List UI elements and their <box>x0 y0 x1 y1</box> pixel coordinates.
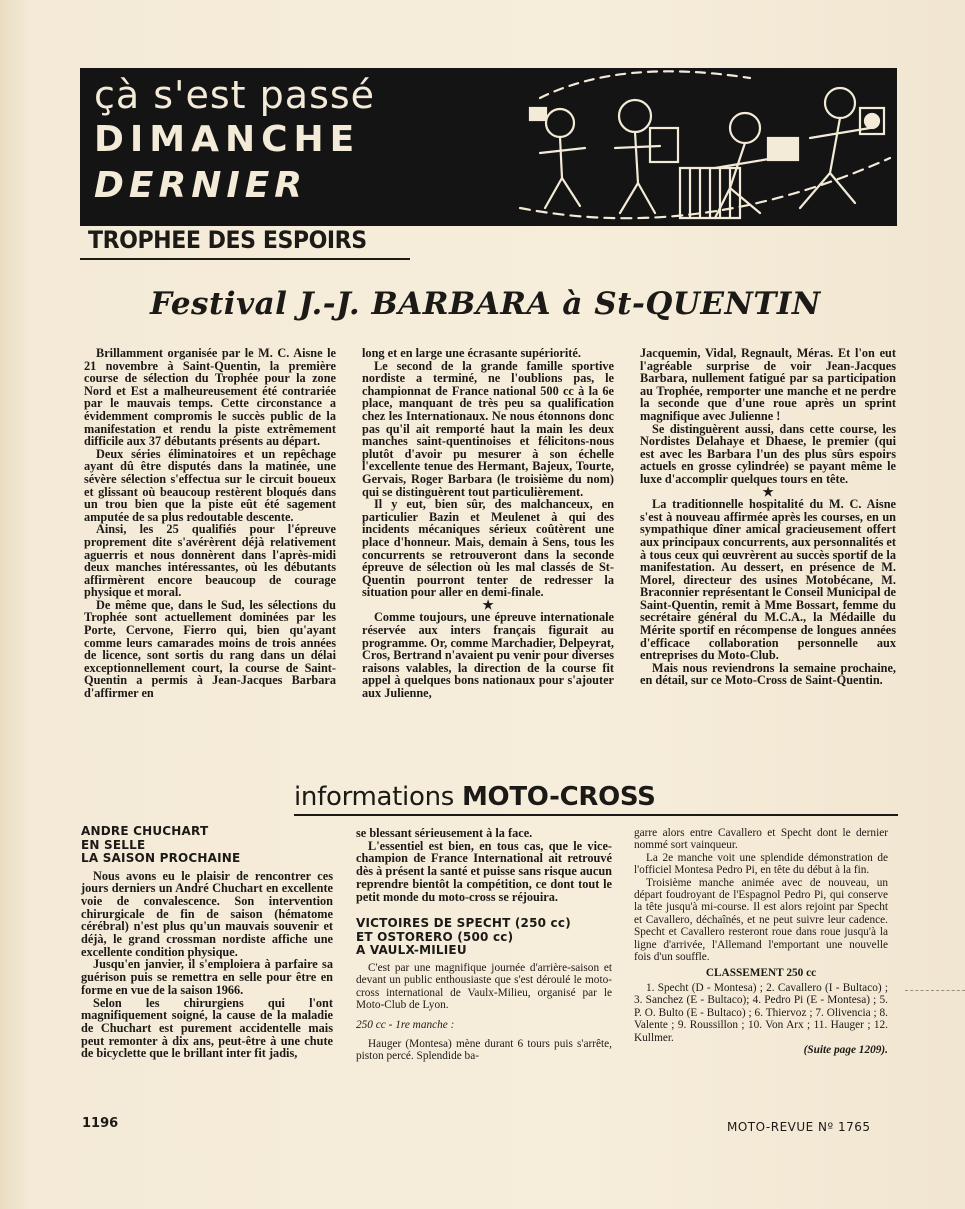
headline-line: EN SELLE <box>81 837 146 852</box>
paragraph: Troisième manche animée avec de nouveau, un départ foudroyant de l'Espagnol Pedro Pi, qui conserve la tête jusqu'à mi-course. Il est alors rejoint par Specht et Cavallero, déchaînés, et ne peut suivre leur cadence. Specht et Cavallero resteront roue dans roue jusqu'à la ligne d'arrivée, l'Allemand l'emportant une nouvelle fois d'un souffle. <box>634 876 888 964</box>
paragraph: Selon les chirurgiens qui l'ont magnifiquement soigné, la cause de la maladie de Chuchart est purement accidentelle mais peut remonter à dix ans, peut-être à une chute de bicyclette que le brillant inter fit jadis, <box>81 995 333 1061</box>
paragraph: long et en large une écrasante supériorité. <box>362 346 581 360</box>
paragraph: La 2e manche voit une splendide démonstration de l'officiel Montesa Pedro Pi, en tête du début à la fin. <box>634 851 888 877</box>
continued-note: (Suite page 1209). <box>803 1043 888 1056</box>
specht-article <box>356 962 612 1063</box>
article-column-2 <box>362 347 614 700</box>
headline-line: VICTOIRES DE SPECHT (250 cc) <box>356 916 571 931</box>
info-column-3 <box>634 827 888 1056</box>
paragraph: Deux séries éliminatoires et un repêchage ayant dû être disputés dans la matinée, une sévère sélection s'effectua sur le circuit boueux et glissant où beaucoup restèrent bloqués dans un trou bien que la piste eût été sagement amputée de sa plus redoutable descente. <box>84 446 336 524</box>
paragraph: garre alors entre Cavallero et Specht dont le dernier nommé sort vainqueur. <box>634 827 888 852</box>
paragraph: Comme toujours, une épreuve internationale réservée aux inters français figurait au programme. Or, comme Marchadier, Delpeyrat, Cros, Bertrand n'avaient pu venir pour diverses raisons valables, la direction de la course fit appel à quelques bons nationaux pour s'ajouter aux Julienne, <box>362 610 614 701</box>
info-title-rule <box>294 814 898 816</box>
info-title-bold: MOTO-CROSS <box>461 782 656 812</box>
margin-dashed-rule <box>905 990 965 991</box>
paragraph: Mais nous reviendrons la semaine prochaine, en détail, sur ce Moto-Cross de Saint-Quentin. <box>640 660 896 688</box>
paragraph: Hauger (Montesa) mène durant 6 tours puis s'arrête, piston percé. Splendide ba- <box>356 1037 612 1063</box>
classement-list: 1. Specht (D - Montesa) ; 2. Cavallero (I - Bultaco) ; 3. Sanchez (E - Bultaco); 4. Pedro Pi (E - Montesa) ; 5. P. O. Bulto (E - Bultaco) ; 6. Thiervoz ; 7. Olivencia ; 8. Valente ; 9. Roussillon ; 10. Von Arx ; 11. Hauger ; 12. Kullmer. <box>634 981 888 1044</box>
article-column-3 <box>640 347 896 687</box>
paragraph: Brillamment organisée par le M. C. Aisne le 21 novembre à Saint-Quentin, la première course de sélection du Trophée pour la zone Nord et Est a malheureusement été contrariée par le mauvais temps. Cette circonstance a évidemment compromis le succès public de la manifestation et rendu la piste extrêmement difficile aux 37 débutants présents au départ. <box>84 346 336 449</box>
paragraph: Ainsi, les 25 qualifiés pour l'épreuve proprement dite s'avérèrent déjà relativement aguerris et nous donnèrent dans l'après-midi deux manches intéressantes, où les débutants affirmèrent encore beaucoup de courage physique et moral. <box>84 522 336 600</box>
banner-title <box>94 74 375 204</box>
race-subheading: 250 cc - 1re manche : <box>356 1019 455 1032</box>
paragraph: L'essentiel est bien, en tous cas, que le vice-champion de France International ait retrouvé dès à présent la santé et puisse sans risque aucun reprendre bientôt la compétition, ce dont tout le petit monde du moto-cross se réjouira. <box>356 838 612 904</box>
headline-line: ET OSTORERO (500 cc) <box>356 929 514 944</box>
headline-line: ANDRE CHUCHART <box>81 824 209 838</box>
star-separator: ★ <box>762 484 774 499</box>
article-column-1 <box>84 347 336 700</box>
paragraph: Jusqu'en janvier, il s'emploiera à parfaire sa guérison puis se remettra en selle pour être en forme en vue de la saison 1966. <box>81 957 333 997</box>
paragraph: Il y eut, bien sûr, des malchanceux, en particulier Bazin et Meulenet à qui des incidents mécaniques sérieux coûtèrent une place d'honneur. Mais, demain à Sens, tous les concurrents se retrouveront dans la seconde épreuve de sélection où les mal classés de St-Quentin pourront tenter de redresser la situation pour aller en demi-finale. <box>362 497 614 600</box>
cartoon-spectators-illustration <box>500 68 897 226</box>
section-title: TROPHEE DES ESPOIRS <box>88 226 367 254</box>
section-banner <box>80 68 897 226</box>
section-title-rule <box>80 258 410 260</box>
banner-line-1: çà s'est passé <box>94 73 376 117</box>
article-headline: Festival J.-J. BARBARA à St-QUENTIN <box>150 286 821 322</box>
chuchart-headline <box>81 825 333 866</box>
info-column-2 <box>356 827 612 1063</box>
info-title-prefix: informations <box>294 782 462 812</box>
page-number: 1196 <box>82 1116 119 1131</box>
paragraph: Le second de la grande famille sportive nordiste a terminé, ne l'oublions pas, le championnat de France national 500 cc à la 6e place, manquant de très peu sa qualification chez les Internationaux. Ne nous étonnons donc pas qu'il ait remporté haut la main les deux manches saint-quentinoises et félicitons-nous plutôt d'avoir pu mesurer à son échelle l'excellente tenue des Hermant, Bajeux, Tourte, Gervais, Roger Barbara (le troisième du nom) qui se distinguèrent tout particulièrement. <box>362 358 614 499</box>
banner-line-2: DIMANCHE <box>94 119 361 160</box>
paragraph: Jacquemin, Vidal, Regnault, Méras. Et l'on eut l'agréable surprise de voir Jean-Jacques Barbara, nullement fatigué par sa participation au Trophée, remporter une manche et ne perdre la seconde que d'une roue après un sprint magnifique avec Julienne ! <box>640 346 896 423</box>
paragraph: Nous avons eu le plaisir de rencontrer ces jours derniers un André Chuchart en excellente voie de convalescence. Son intervention chirurgicale de fin de saison (hématome cérébral) n'est plus qu'un mauvais souvenir et déjà, le grand crossman nordiste affiche une excellente condition physique. <box>81 868 333 959</box>
classement-title: CLASSEMENT 250 cc <box>705 967 817 980</box>
paragraph: Se distinguèrent aussi, dans cette course, les Nordistes Delahaye et Dhaese, le premier (qui est avec les Barbara l'un des plus sûrs espoirs actuels en grosse cylindrée) se payant même le luxe d'accomplir quelques tours en tête. <box>640 421 896 486</box>
paragraph: De même que, dans le Sud, les sélections du Trophée sont actuellement dominées par les Porte, Cervone, Fierro qui, bien qu'ayant comme leurs camarades moins de trois années de licence, sont sortis du rang dans un délai exceptionnellement court, la course de Saint-Quentin a permis à Jean-Jacques Barbara d'affirmer en <box>84 597 336 701</box>
specht-headline <box>356 917 612 958</box>
chuchart-continued <box>356 827 612 903</box>
paragraph: C'est par une magnifique journée d'arrière-saison et devant un public enthousiaste que s'est déroulé le moto-cross international de Vaulx-Milieu, organisé par le Moto-Club de Lyon. <box>356 961 612 1011</box>
chuchart-article <box>81 825 333 1060</box>
headline-line: LA SAISON PROCHAINE <box>81 851 241 865</box>
headline-line: A VAULX-MILIEU <box>356 943 467 958</box>
banner-line-3: DERNIER <box>94 165 308 206</box>
paragraph: La traditionnelle hospitalité du M. C. Aisne s'est à nouveau affirmée après les courses, en un sympathique dîner amical gracieusement offert aux principaux concurrents, aux personnalités et à tous ceux qui œuvrèrent au succès sportif de la manifestation. Au dessert, en présence de M. Morel, directeur des usines Motobécane, M. Braconnier représentant le Conseil Municipal de Saint-Quentin, remit à Mme Bossart, femme du secrétaire général du M.C.A., la Médaille du Mérite sportif en récompense de longues années d'efficace collaboration personnelle aux entreprises du Moto-Club. <box>640 497 896 663</box>
magazine-issue: MOTO-REVUE Nº 1765 <box>727 1120 871 1134</box>
star-separator: ★ <box>482 597 494 612</box>
paragraph: se blessant sérieusement à la face. <box>356 826 533 840</box>
info-section-title <box>294 782 656 812</box>
